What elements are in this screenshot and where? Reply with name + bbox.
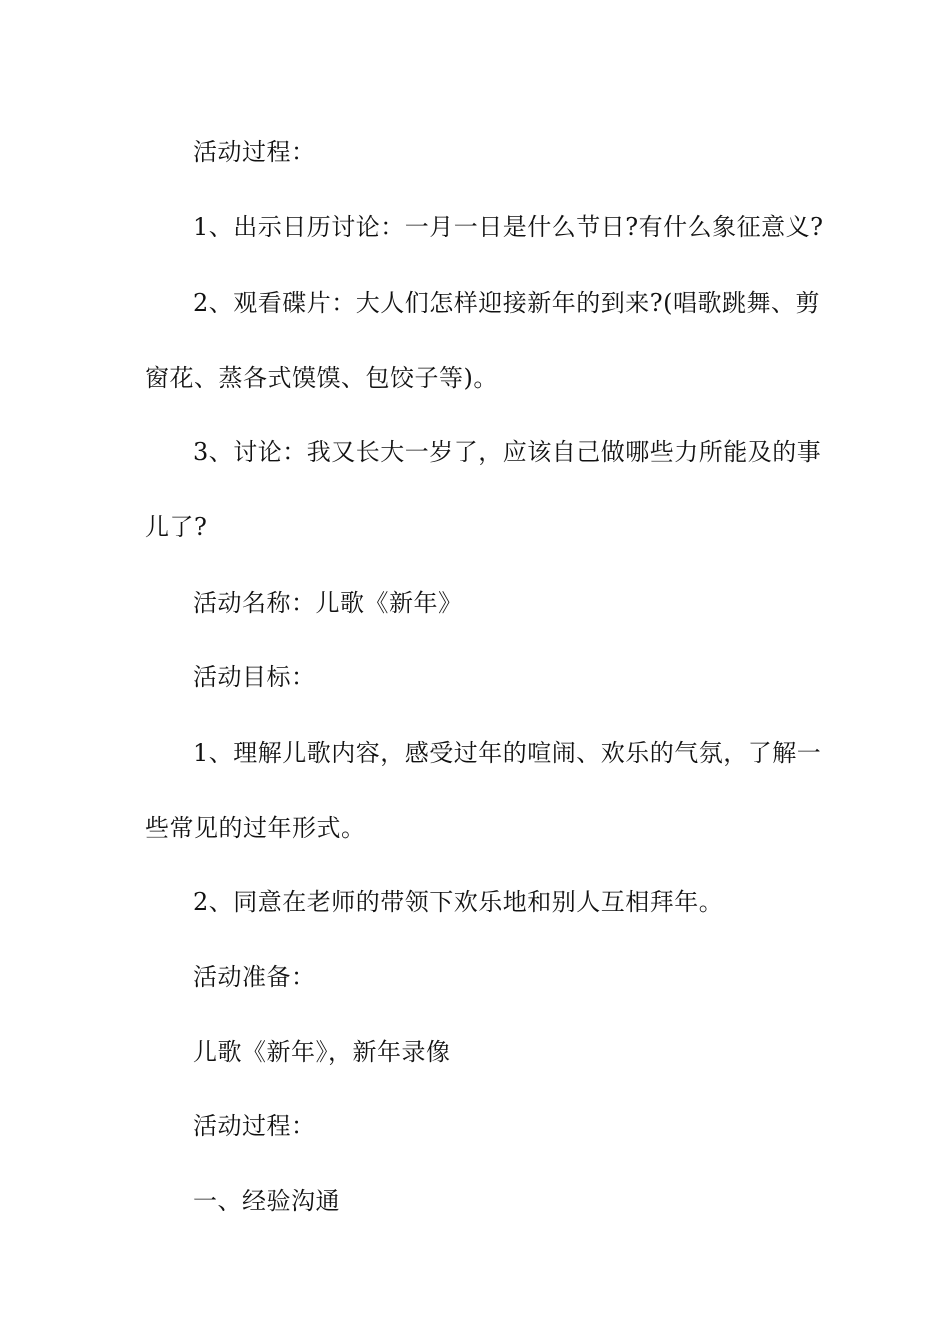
paragraph-line: 3、讨论：我又长大一岁了，应该自己做哪些力所能及的事 — [193, 438, 822, 466]
paragraph-line: 1、理解儿歌内容，感受过年的喧闹、欢乐的气氛，了解一 — [193, 739, 822, 767]
subsection-heading: 一、经验沟通 — [193, 1187, 340, 1215]
paragraph-line: 2、观看碟片：大人们怎样迎接新年的到来?(唱歌跳舞、剪 — [193, 289, 820, 317]
paragraph-line: 2、同意在老师的带领下欢乐地和别人互相拜年。 — [193, 888, 724, 916]
section-heading-activity-goals: 活动目标： — [193, 663, 316, 691]
paragraph-line: 些常见的过年形式。 — [145, 814, 366, 842]
section-heading-activity-process: 活动过程： — [193, 1112, 316, 1140]
paragraph-line: 儿歌《新年》，新年录像 — [193, 1038, 451, 1066]
section-heading-activity-prep: 活动准备： — [193, 963, 316, 991]
section-heading-activity-name: 活动名称：儿歌《新年》 — [193, 589, 463, 617]
paragraph-line: 儿了? — [145, 513, 208, 541]
paragraph-line: 窗花、蒸各式馍馍、包饺子等)。 — [145, 364, 498, 392]
section-heading-activity-process: 活动过程： — [193, 138, 316, 166]
paragraph-line: 1、出示日历讨论：一月一日是什么节日?有什么象征意义? — [193, 213, 824, 241]
